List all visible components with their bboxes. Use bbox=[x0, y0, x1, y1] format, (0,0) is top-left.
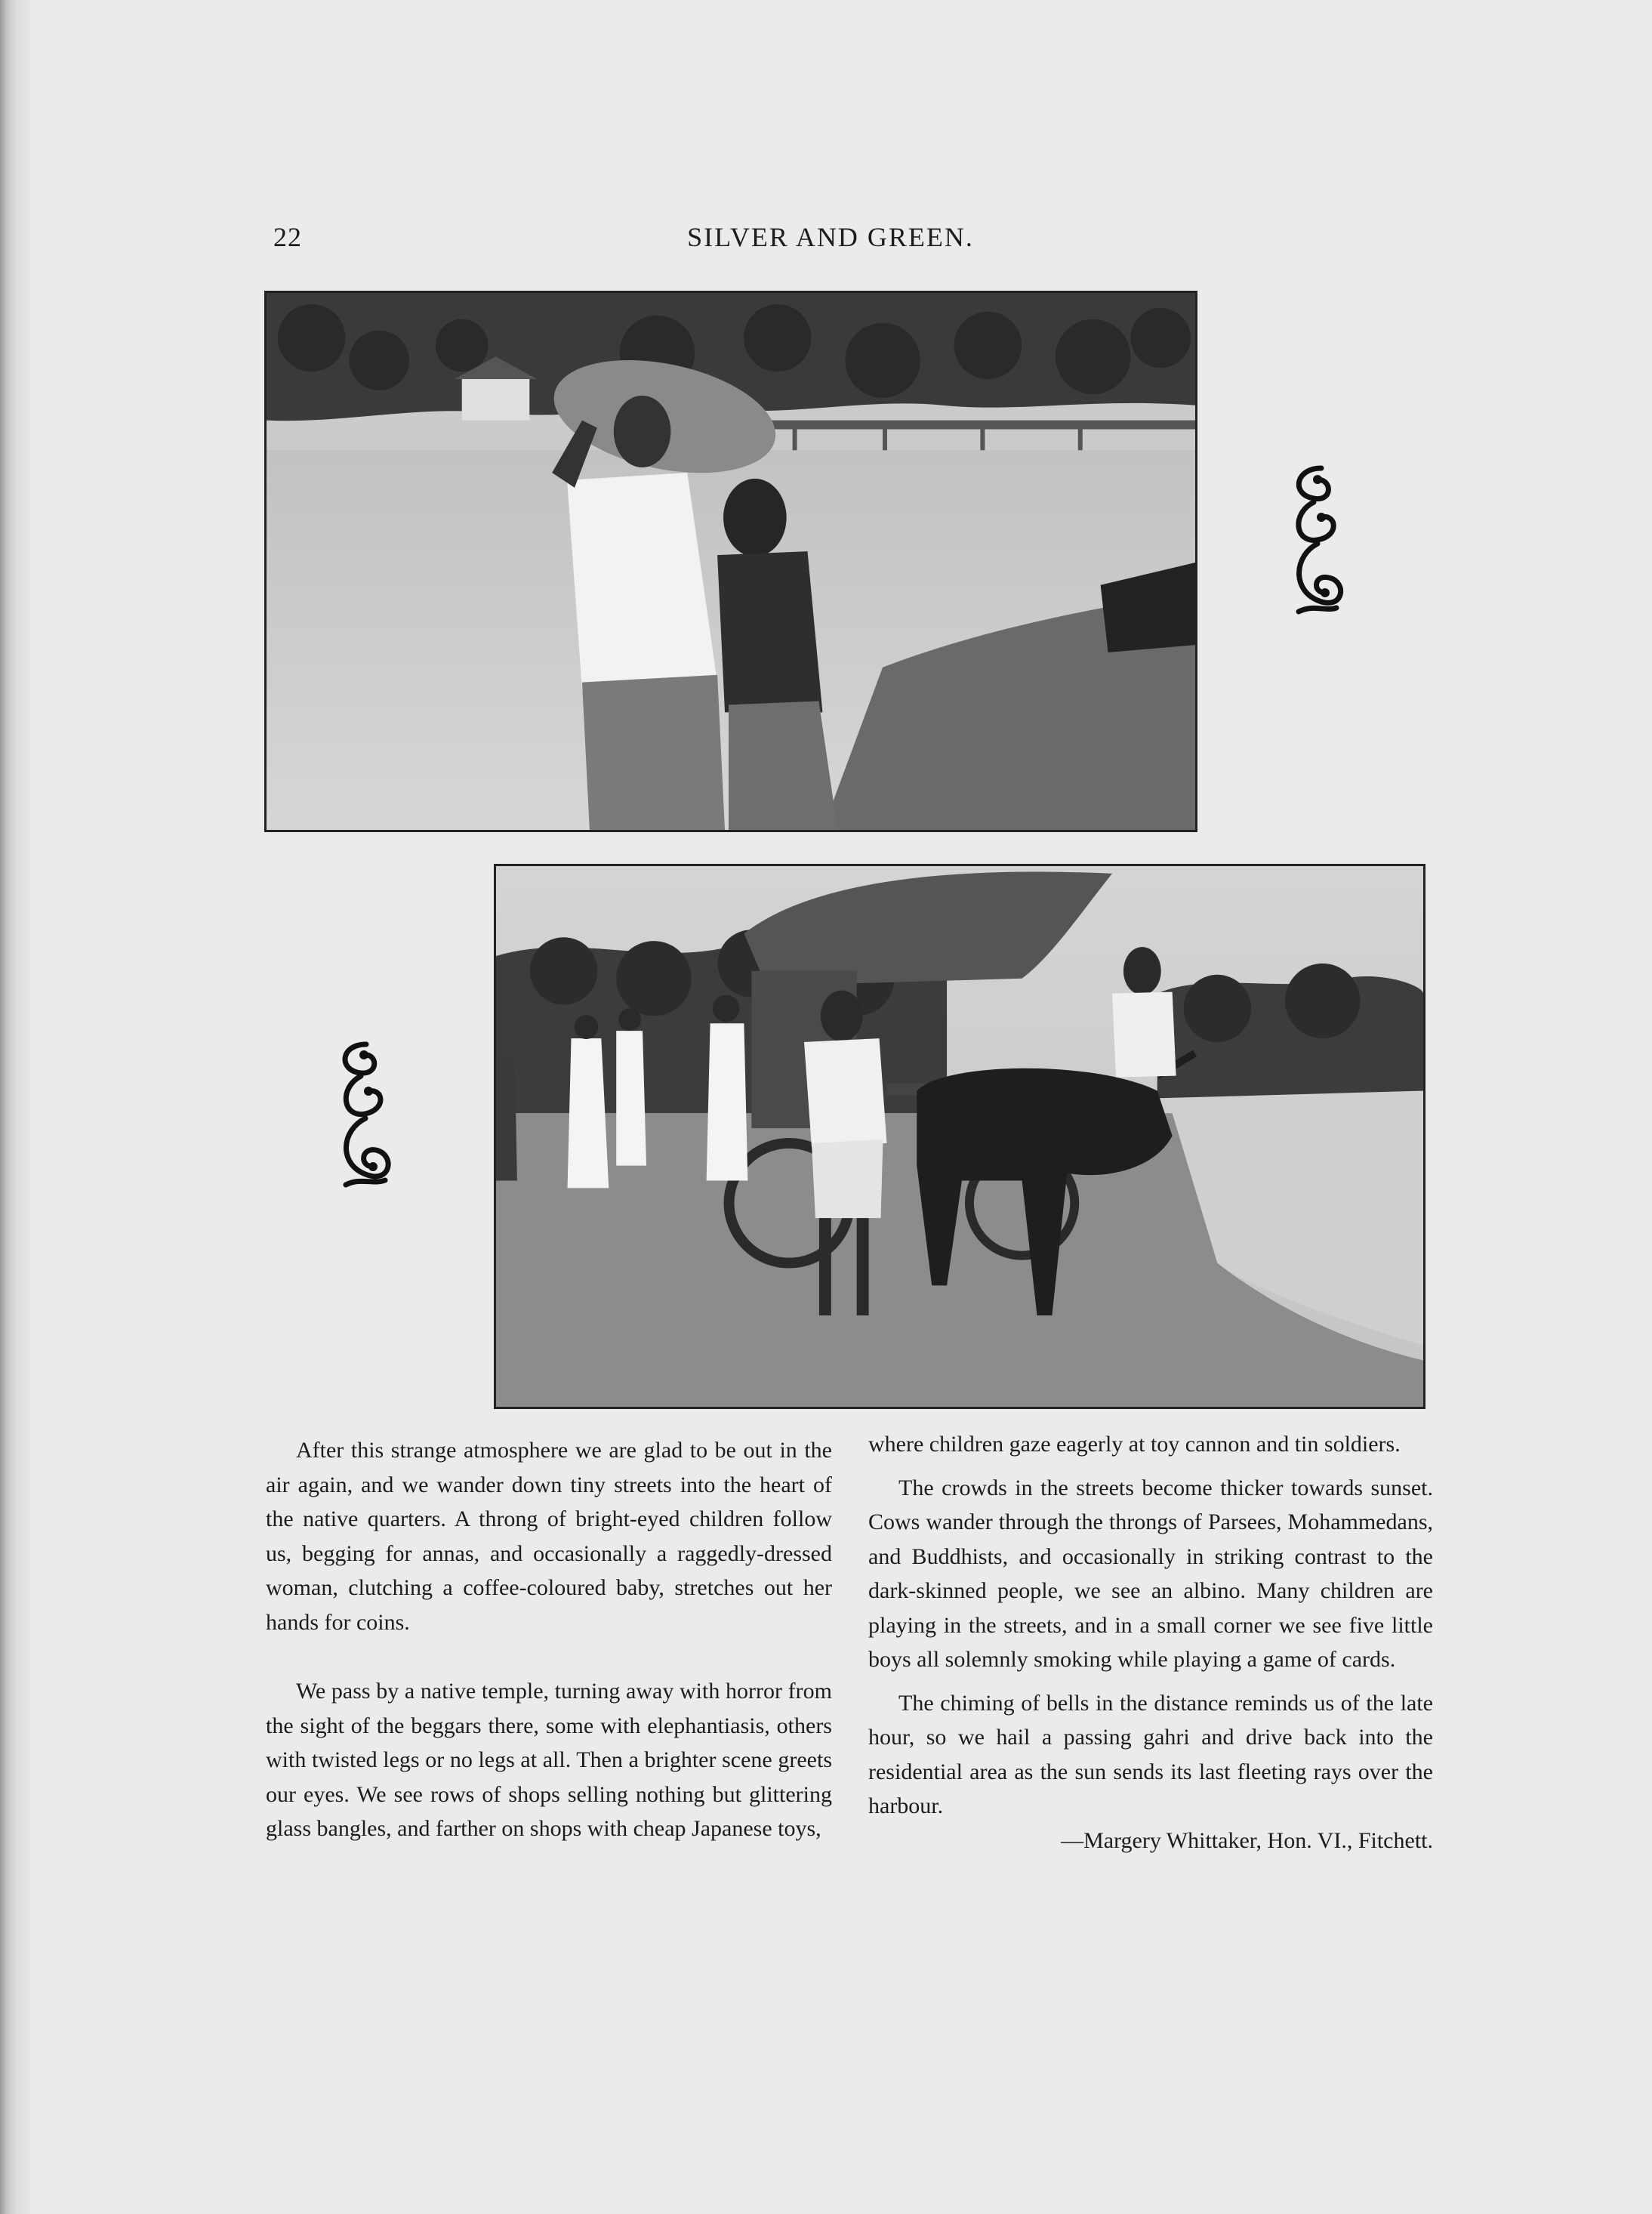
article-paragraph: where children gaze eagerly at toy cannon and tin soldiers. bbox=[868, 1432, 1401, 1457]
running-title: SILVER AND GREEN. bbox=[687, 222, 974, 252]
author-signature: —Margery Whittaker, Hon. VI., Fitchett. bbox=[1061, 1827, 1433, 1853]
photo-children-by-river-image bbox=[267, 293, 1195, 830]
floral-ornament-icon bbox=[332, 1037, 400, 1192]
article-paragraph: After this strange atmosphere we are glad to be out in the air again, and we wander down tiny streets into the heart of the native quarters. A throng of bright-eyed children follow us, begging for annas, and occasionally a raggedly-dressed woman, clutching a coffee-coloured baby, stretches out her hands for coins. bbox=[266, 1438, 832, 1635]
article-paragraph: We pass by a native temple, turning away with horror from the sight of the beggars there, some with elephantiasis, others with twisted legs or no legs at all. Then a brighter scene greets our eyes. We see rows of shops selling nothing but glittering glass bangles, and farther on shops with cheap Japanese toys, bbox=[266, 1679, 832, 1841]
floral-ornament-icon bbox=[1284, 461, 1351, 619]
article-paragraph: The crowds in the streets become thicker towards sunset. Cows wander through the throngs of Parsees, Mohammedans, and Buddhists, and occasionally in striking contrast to the dark-skinned people, we see an albino. Many children are playing in the streets, and in a small corner we see five little boys all solemnly smoking while playing a game of cards. bbox=[868, 1475, 1433, 1672]
photo-children-by-river bbox=[264, 291, 1197, 832]
page-number: 22 bbox=[273, 222, 302, 252]
article-paragraph: The chiming of bells in the distance reminds us of the late hour, so we hail a passing gahri and drive back into the residential area as the sun sends its last fleeting rays over the harbour. bbox=[868, 1690, 1433, 1818]
article-column-right bbox=[868, 1427, 1433, 1858]
article-column-left bbox=[266, 1433, 832, 1846]
photo-bullock-cart-image bbox=[496, 866, 1423, 1407]
page-binding-edge bbox=[0, 0, 30, 2214]
photo-bullock-cart bbox=[494, 864, 1425, 1409]
